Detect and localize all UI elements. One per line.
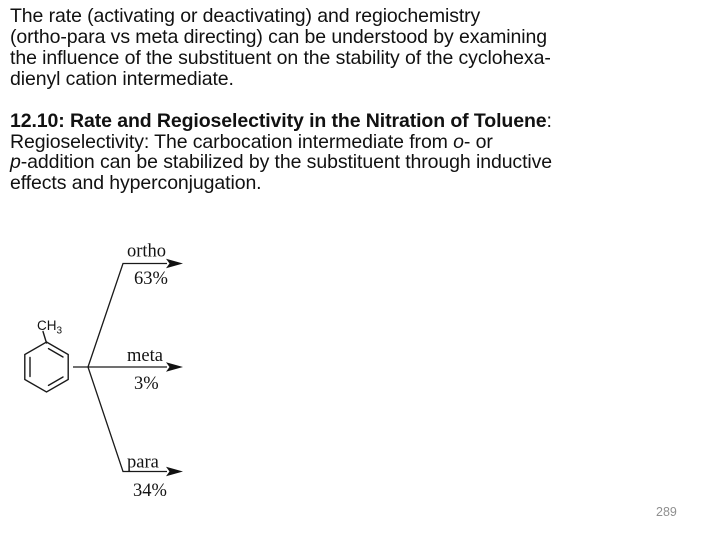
para-arrowhead	[166, 467, 183, 477]
toluene-structure	[25, 318, 68, 392]
ortho-arrowhead	[166, 259, 183, 269]
text-line: (ortho-para vs meta directing) can be understood by examining	[10, 25, 547, 48]
meta-arrowhead	[166, 362, 183, 372]
section-heading-text: 12.10: Rate and Regioselectivity in the Nitration of Toluene	[10, 109, 547, 132]
text-span: -addition can be stabilized by the substituent through inductive	[20, 151, 553, 174]
text-line: The rate (activating or deactivating) and regiochemistry	[10, 5, 481, 27]
branch-labels	[127, 242, 168, 502]
substituent-label	[37, 318, 63, 337]
italic-p: p	[10, 151, 21, 174]
italic-o: o	[453, 130, 464, 153]
ortho-percentage: 63%	[134, 269, 168, 289]
branch-arrows	[73, 259, 183, 477]
substituent-main: CH	[37, 318, 57, 333]
text-line: dienyl cation intermediate.	[10, 67, 234, 90]
meta-label: meta	[127, 346, 163, 366]
text-line: the influence of the substituent on the stability of the cyclohexa-	[10, 46, 551, 69]
section-heading-colon: :	[546, 109, 552, 132]
page-number: 289	[656, 505, 677, 519]
benzene-ring	[25, 342, 68, 392]
para-label: para	[127, 452, 159, 473]
text-span: Regioselectivity: The carbocation intermediate from	[10, 130, 454, 153]
text-span: - or	[463, 130, 493, 153]
methyl-bond	[43, 332, 47, 344]
meta-percentage: 3%	[134, 374, 159, 394]
text-line: effects and hyperconjugation.	[10, 172, 262, 195]
para-percentage: 34%	[133, 481, 167, 501]
substituent-subscript: 3	[56, 325, 63, 337]
ortho-label: ortho	[127, 241, 167, 262]
